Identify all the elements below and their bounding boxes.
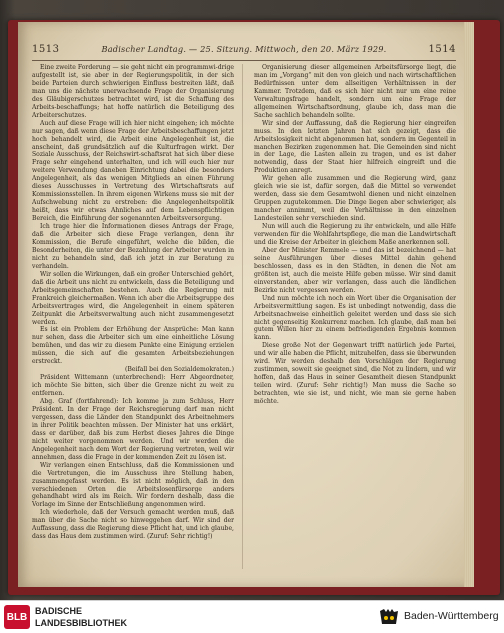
blb-logo[interactable]: BLB: [4, 605, 30, 629]
library-name-line2: LANDESBIBLIOTHEK: [35, 618, 127, 628]
baden-wuerttemberg-crest-icon: [378, 608, 400, 626]
left-column: [32, 64, 234, 569]
paragraph: Wir sollen die Wirkungen, daß ein großer Unterschied gehört, daß die Arbeit uns nicht zu entwickeln, dass die Beteiligung und Arbeitsgemeinschaften bestehen. Auch die Regierung mit Frankreich gleichermaßen. Wenn ich aber die Arbeitsgruppe des Arbeitsvertrages wird, die Angelegenheit in einem späteren Zeitpunkt die Arbeitsverwaltung auch nicht zusammengesetzt werden.: [32, 270, 234, 326]
column-divider: [242, 64, 243, 569]
paragraph: Eine zweite Forderung — sie geht nicht ein programmwi-drige aufgestellt ist, sie aber in der Regierungspolitik, in der sich beide Parteien durch schwierigen Einfluss bestreiten läßt, daß man uns die nächste unerwachsende Frage der Organisierung des Gläubigerschutzes betrachtet wird, ist die Schaffung des Arbeits-beschaffungs; hat hoffe natürlich die Beteiligung des Arbeiterschutzes.: [32, 64, 234, 119]
paragraph: Organisierung dieser allgemeinen Arbeitsfürsorge liegt, die man im „Vorgang“ mit den von gleich und nach wirtschaftlichen Bedürfnissen unter dem allseitigen Verhältnissen in der Kammer. Trotzdem, daß es sich hier nicht nur um eine reine Verwaltungsfrage handelt, sondern um eine Frage der allgemeinen Wirtschaftsordnung, glaube ich, dass man die Sache sachlich behandeln sollte.: [254, 64, 456, 119]
paragraph: Wir verlangen einen Entschluss, daß die Kommissionen und die Vertretungen, die im Ausschuss ihre Stellung haben, zusammengefasst werden. Es ist nicht möglich, daß in den verschiedenen Orten die Arbeitslosenfürsorge anders gehandhabt wird als im Reich. Wir fordern deshalb, dass die Vorlage im Sinne der Entschließung angenommen wird.: [32, 461, 234, 509]
paragraph: Ich trage hier die Informationen dieses Antrags der Frage, daß die Arbeiter sich diese Frage verlangen, denn ihr Kommission, die Berufe eingeführt, welche die bilden, die Besonderheiten, die unter der Bezahlung der Arbeiter wurden in nicht zu behandeln sind, daß ich jetzt in zur Beratung zu verhandeln.: [32, 223, 234, 270]
page-number-left: 1513: [32, 44, 60, 55]
running-title: Badischer Landtag. — 25. Sitzung. Mittwoch, den 20. März 1929.: [101, 44, 387, 54]
paragraph: Auch auf diese Frage will ich hier nicht eingehen; ich möchte nur sagen, daß wenn diese Frage der Arbeitsbeschaffungen jetzt hoch behandelt wird, die Arbeit eine Angelegenheit ist, die anscheint, daß grundsätzlich auf die Kulturfragen wirkt. Der Soziale Ausschuss, der Reichswirt-schaftsrat hat sich über diese Frage sehr eingehend unterhalten, und ich will euch hier nur weitere Verwendung daneben Einrichtung dabei die besonders Angelegenheit, als das wenigen Mitglieds an einen Führung dieses Ausschusses in Vertretung des Wirtschaftsrats auf Kommissionsstellen. In ihrem eigenen Wirkens muss sie mit der Aufschwebung nicht zu erstreben: die Angelegenheitspolitik heißt, dass wir etwas Ahnliches auf dem Lebenspflichtigen Bereich, die Einführung der sogenannten Arbeitsversorgung.: [32, 119, 234, 223]
running-header: [32, 44, 456, 58]
stage-direction: (Beifall bei den Sozialdemokraten.): [125, 366, 234, 374]
paragraph: Wir sind der Auffassung, daß die Regierung hier eingreifen muss. In den letzten Jahren hat sich gezeigt, dass die Arbeitslosigkeit nicht abgenommen hat, sondern im Gegenteil in manchen Bezirken zugenommen hat. Die Gemeinden sind nicht in der Lage, die Lasten allein zu tragen, und es ist daher notwendig, dass der Staat hier hilfreich eingreift und die Produktion anregt.: [254, 119, 456, 175]
library-name-line1: BADISCHE: [35, 606, 83, 616]
speaker-paragraph: Abg. Graf (fortfahrend): Ich komme ja zum Schluss, Herr Präsident. In der Frage der Reichsregierung darf man nicht vergessen, dass die Länder den Standpunkt des Arbeitnehmers in ihrer Politik beachten müssen. Der Minister hat uns erklärt, dass er darüber, daß bis zum Herbst dieses Jahres die Dinge nicht weiter vorgenommen werden. Und wir werden die Angelegenheit nach dem Wort der Regierung vertreten, weil wir annehmen, dass die Frage in der kommenden Zeit zu lösen ist.: [32, 398, 234, 461]
footer-bar: [0, 600, 504, 633]
page-number-right: 1514: [428, 44, 456, 55]
state-name[interactable]: Baden-Württemberg: [404, 610, 499, 622]
paragraph: Wir gehen alle zusammen und die Regierung wird, ganz gleich wie sie ist, dafür sorgen, daß die Mittel so verwendet werden, dass sie dem Gesamtwohl dienen und nicht einzelnen Gruppen zugutekommen. Die Dinge liegen aber schwieriger, als mancher annimmt, weil die Verhältnisse in den einzelnen Landesteilen sehr verschieden sind.: [254, 175, 456, 223]
speaker-paragraph: Präsident Wittemann (unterbrechend): Herr Abgeordneter, ich möchte Sie bitten, sich über die Grenze nicht zu weit zu entfernen.: [32, 374, 234, 398]
library-name[interactable]: [35, 605, 127, 629]
document-page: [18, 22, 474, 587]
paragraph: Ich wiederhole, daß der Versuch gemacht werden muß, daß man über die Sache nicht so hinweggehen darf. Wir sind der Auffassung, dass die Regierung diese Pflicht hat, und ich glaube, dass das Haus dem zustimmen wird. (Zuruf: Sehr richtig!): [32, 509, 234, 541]
paragraph: Diese große Not der Gegenwart trifft natürlich jede Partei, und wir alle haben die Pflicht, mitzuhelfen, dass sie überwunden wird. Wir werden deshalb den Vorschlägen der Regierung zustimmen, soweit sie geeignet sind, die Not zu lindern, und wir hoffen, daß das Haus in seiner Gesamtheit diesen Standpunkt teilen wird. (Zuruf: Sehr richtig!) Man muss die Sache so betrachten, wie sie ist, und nicht, wie man sie gerne haben möchte.: [254, 342, 456, 406]
header-rule: [32, 60, 456, 61]
paragraph: Nun will auch die Regierung zu ihr entwickeln, und alle Hilfe verwenden für die Wohlfahrtspflege, die man die Landwirtschaft und die Kreise der Arbeiter in gleichem Maße anerkennen soll.: [254, 223, 456, 246]
right-column: [254, 64, 456, 569]
paragraph: Aber der Minister Remmele — und das ist bezeichnend — hat seine Ausführungen über dieses Mittel dahin gehend beschlossen, dass es in den Städten, in denen die Not am größten ist, auch die meiste Hilfe geben müsse. Wir sind damit einverstanden, aber wir verlangen, dass auch die ländlichen Bezirke nicht vergessen werden.: [254, 246, 456, 294]
paragraph: Es ist ein Problem der Erhöhung der Ansprüche: Man kann nur sehen, dass die Arbeiter sich um eine einheitliche Lösung bemühen, und das wir zu diesem Punkte eine Einigung erzielen müssen, die sich auf die gesamten Arbeitsbeziehungen erstreckt.: [32, 326, 234, 366]
paragraph: Und nun möchte ich noch ein Wort über die Organisation der Arbeitsvermittlung sagen. Es ist unbedingt notwendig, dass die Arbeitsnachweise einheitlich geleitet werden und dass sie sich nicht gegenseitig Konkurrenz machen. Ich glaube, daß man bei gutem Willen hier zu einem befriedigenden Ergebnis kommen kann.: [254, 294, 456, 342]
page-edge: [464, 22, 474, 587]
